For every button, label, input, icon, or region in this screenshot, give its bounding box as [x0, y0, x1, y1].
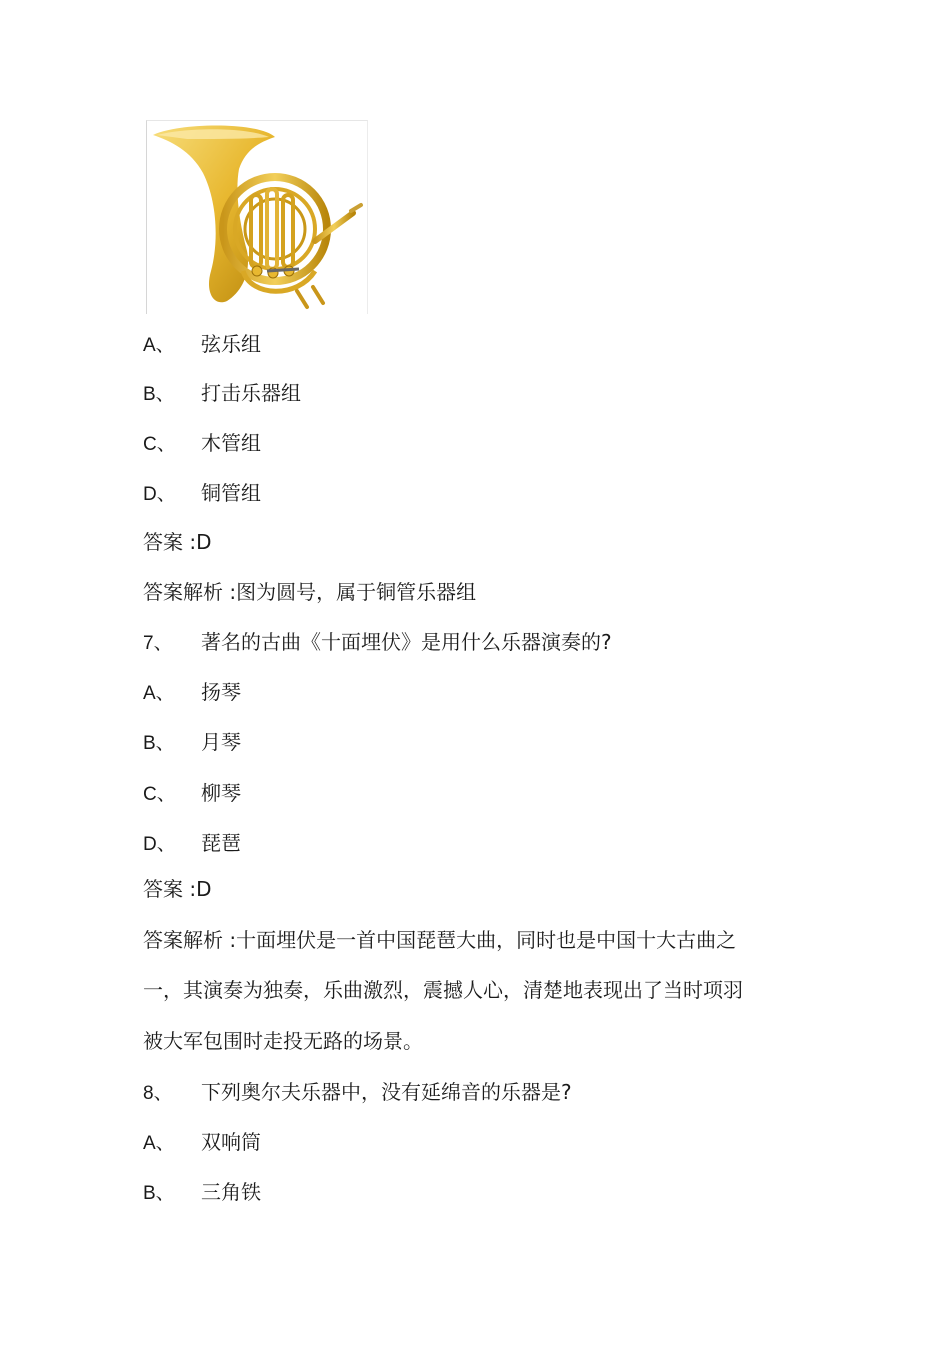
- q8-option-b: [143, 1178, 261, 1208]
- french-horn-image: [146, 120, 368, 314]
- option-label: B、: [143, 384, 175, 405]
- q8-option-a: [143, 1128, 261, 1158]
- q8-question: [143, 1078, 572, 1108]
- option-text: 双响筒: [201, 1130, 261, 1154]
- q7-option-c: [143, 779, 241, 809]
- option-text: 打击乐器组: [201, 381, 301, 405]
- question-number: 8、: [143, 1083, 173, 1104]
- q6-option-c: [143, 429, 261, 459]
- option-text: 月琴: [201, 730, 241, 754]
- q7-option-b: [143, 728, 241, 758]
- question-text: 下列奥尔夫乐器中，没有延绵音的乐器是?: [201, 1080, 572, 1104]
- q7-explanation-line-3: 被大军包围时走投无路的场景。: [143, 1029, 423, 1053]
- option-text: 三角铁: [201, 1180, 261, 1204]
- option-text: 弦乐组: [201, 332, 261, 356]
- option-label: A、: [143, 1133, 175, 1154]
- option-label: B、: [143, 733, 175, 754]
- q6-option-a: [143, 330, 261, 360]
- q7-option-d: [143, 829, 241, 859]
- option-text: 木管组: [201, 431, 261, 455]
- question-text: 著名的古曲《十面埋伏》是用什么乐器演奏的?: [201, 630, 612, 654]
- option-label: C、: [143, 434, 176, 455]
- q7-explanation-line-2: 一，其演奏为独奏，乐曲激烈，震撼人心，清楚地表现出了当时项羽: [143, 978, 743, 1002]
- q7-answer: 答案 :D: [143, 877, 212, 901]
- option-label: B、: [143, 1183, 175, 1204]
- option-label: C、: [143, 784, 176, 805]
- q6-explanation: 答案解析 :图为圆号，属于铜管乐器组: [143, 580, 477, 604]
- option-label: D、: [143, 834, 176, 855]
- option-text: 柳琴: [201, 781, 241, 805]
- question-number: 7、: [143, 633, 173, 654]
- option-text: 铜管组: [201, 481, 261, 505]
- option-label: D、: [143, 484, 176, 505]
- option-label: A、: [143, 335, 175, 356]
- q7-question: [143, 628, 612, 658]
- q7-explanation-line-1: 答案解析 :十面埋伏是一首中国琵琶大曲，同时也是中国十大古曲之: [143, 928, 737, 952]
- option-text: 扬琴: [201, 680, 241, 704]
- q6-option-d: [143, 479, 261, 509]
- q6-option-b: [143, 379, 301, 409]
- q7-option-a: [143, 678, 241, 708]
- option-text: 琵琶: [201, 831, 241, 855]
- q6-answer: 答案 :D: [143, 530, 212, 554]
- option-label: A、: [143, 683, 175, 704]
